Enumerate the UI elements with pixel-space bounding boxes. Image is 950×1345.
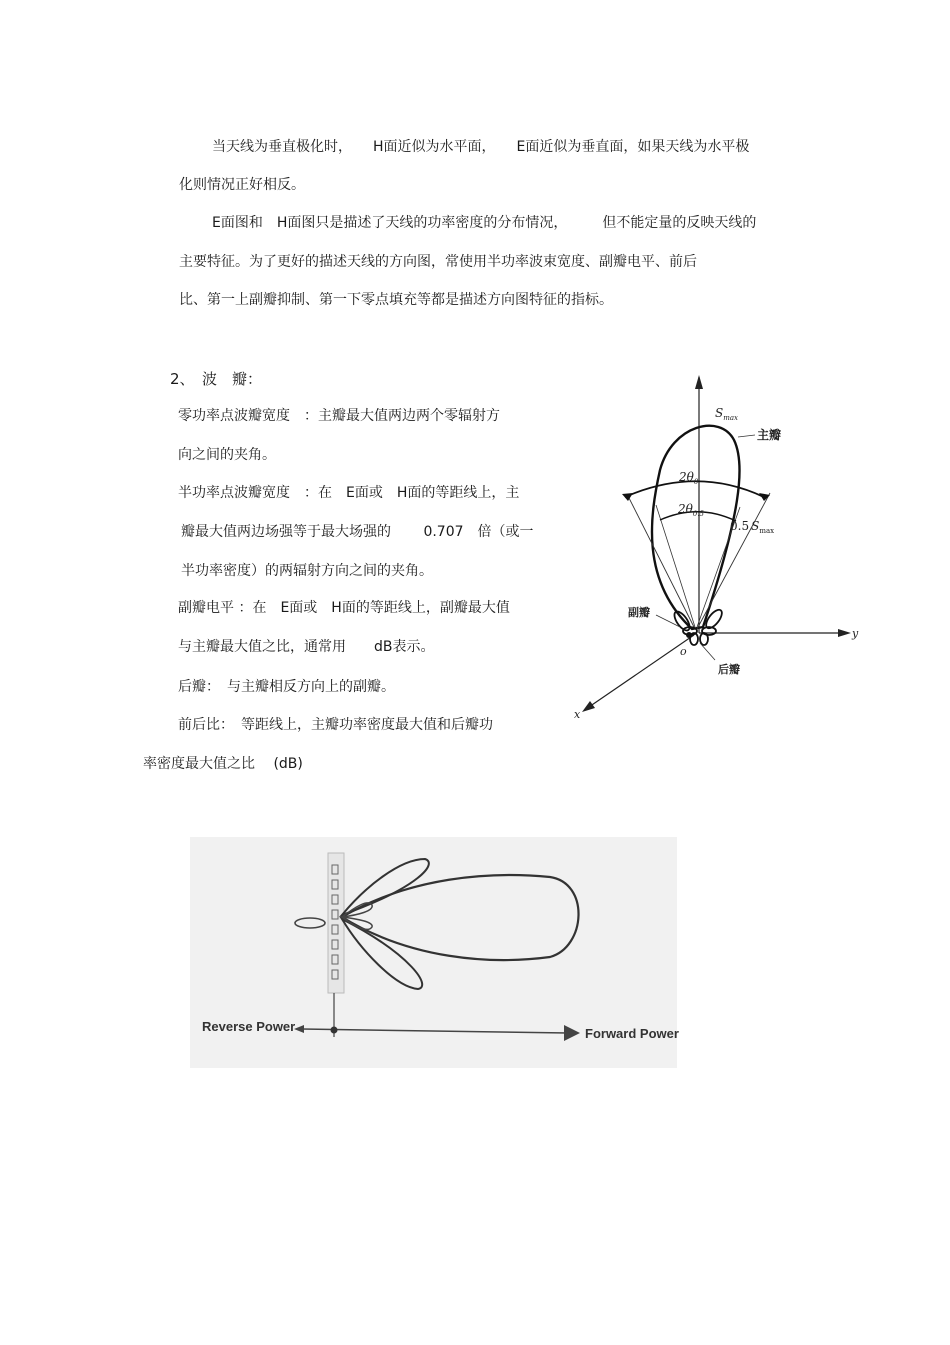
paragraph-2-line-1: E面图和 H面图只是描述了天线的功率密度的分布情况， 但不能定量的反映天线的 — [212, 215, 757, 231]
x-axis-label: x — [574, 708, 581, 721]
reverse-arrow-icon — [294, 1025, 304, 1033]
side-lobe-label: 副瓣 — [628, 606, 650, 619]
definition-line-4: 瓣最大值两边场强等于最大场强的 0.707 倍（或一 — [181, 524, 534, 540]
main-lobe-leader — [738, 435, 755, 437]
paragraph-1-line-2: 化则情况正好相反。 — [179, 177, 305, 193]
definition-line-5: 半功率密度）的两辐射方向之间的夹角。 — [181, 563, 433, 579]
z-axis-arrow-icon — [695, 375, 703, 389]
smax-label: $S_{max}$ — [715, 406, 738, 422]
lower-side-lobe — [342, 919, 422, 989]
origin-label: o — [680, 645, 687, 658]
reverse-power-label: Reverse Power — [202, 1019, 296, 1034]
back-lobe-label: 后瓣 — [718, 663, 740, 676]
definition-line-9: 前后比： 等距线上，主瓣功率密度最大值和后瓣功 — [178, 717, 493, 733]
main-lobe — [652, 426, 740, 629]
x-axis-arrow-icon — [582, 701, 595, 712]
definition-line-1: 零功率点波瓣宽度 ：主瓣最大值两边两个零辐射方 — [178, 408, 500, 424]
origin-marker — [331, 1027, 338, 1034]
antenna-origin-dot — [686, 632, 692, 638]
arc-arrow-left-icon — [622, 493, 633, 501]
forward-main-lobe — [342, 875, 579, 960]
y-axis-arrow-icon — [838, 629, 851, 637]
power-pattern-diagram — [190, 837, 677, 1068]
reverse-back-lobe — [295, 918, 325, 928]
paragraph-1-line-1: 当天线为垂直极化时， H面近似为水平面， E面近似为垂直面，如果天线为水平极 — [212, 139, 750, 155]
paragraph-2-line-3: 比、第一上副瓣抑制、第一下零点填充等都是描述方向图特征的指标。 — [179, 292, 613, 308]
half-power-beamwidth-label: $2\theta_{0.5}$ — [678, 502, 704, 518]
side-lobe-left — [672, 609, 693, 633]
main-lobe-label: 主瓣 — [757, 428, 782, 442]
half-smax-label: 0.5 $S_{max}$ — [730, 519, 775, 535]
y-axis-label: y — [852, 627, 859, 640]
section-heading: 2、 波 瓣： — [170, 370, 263, 388]
null-beamwidth-label: $2\theta_0$ — [679, 470, 699, 486]
forward-power-label: Forward Power — [585, 1026, 679, 1041]
definition-line-7: 与主瓣最大值之比，通常用 dB表示。 — [178, 639, 435, 655]
power-axis — [302, 1029, 568, 1033]
lobe-diagram — [570, 365, 870, 725]
definition-line-8: 后瓣： 与主瓣相反方向上的副瓣。 — [178, 679, 395, 695]
definition-line-10: 率密度最大值之比 (dB) — [143, 756, 303, 772]
paragraph-2-line-2: 主要特征。为了更好的描述天线的方向图，常使用半功率波束宽度、副瓣电平、前后 — [179, 254, 697, 270]
back-lobe-leader — [700, 643, 715, 660]
forward-arrow-icon — [564, 1025, 580, 1041]
definition-line-2: 向之间的夹角。 — [178, 447, 276, 463]
definition-line-6: 副瓣电平 ：在 E面或 H面的等距线上，副瓣最大值 — [178, 600, 510, 616]
x-axis — [586, 635, 694, 709]
definition-line-3: 半功率点波瓣宽度 ：在 E面或 H面的等距线上，主 — [178, 485, 520, 501]
